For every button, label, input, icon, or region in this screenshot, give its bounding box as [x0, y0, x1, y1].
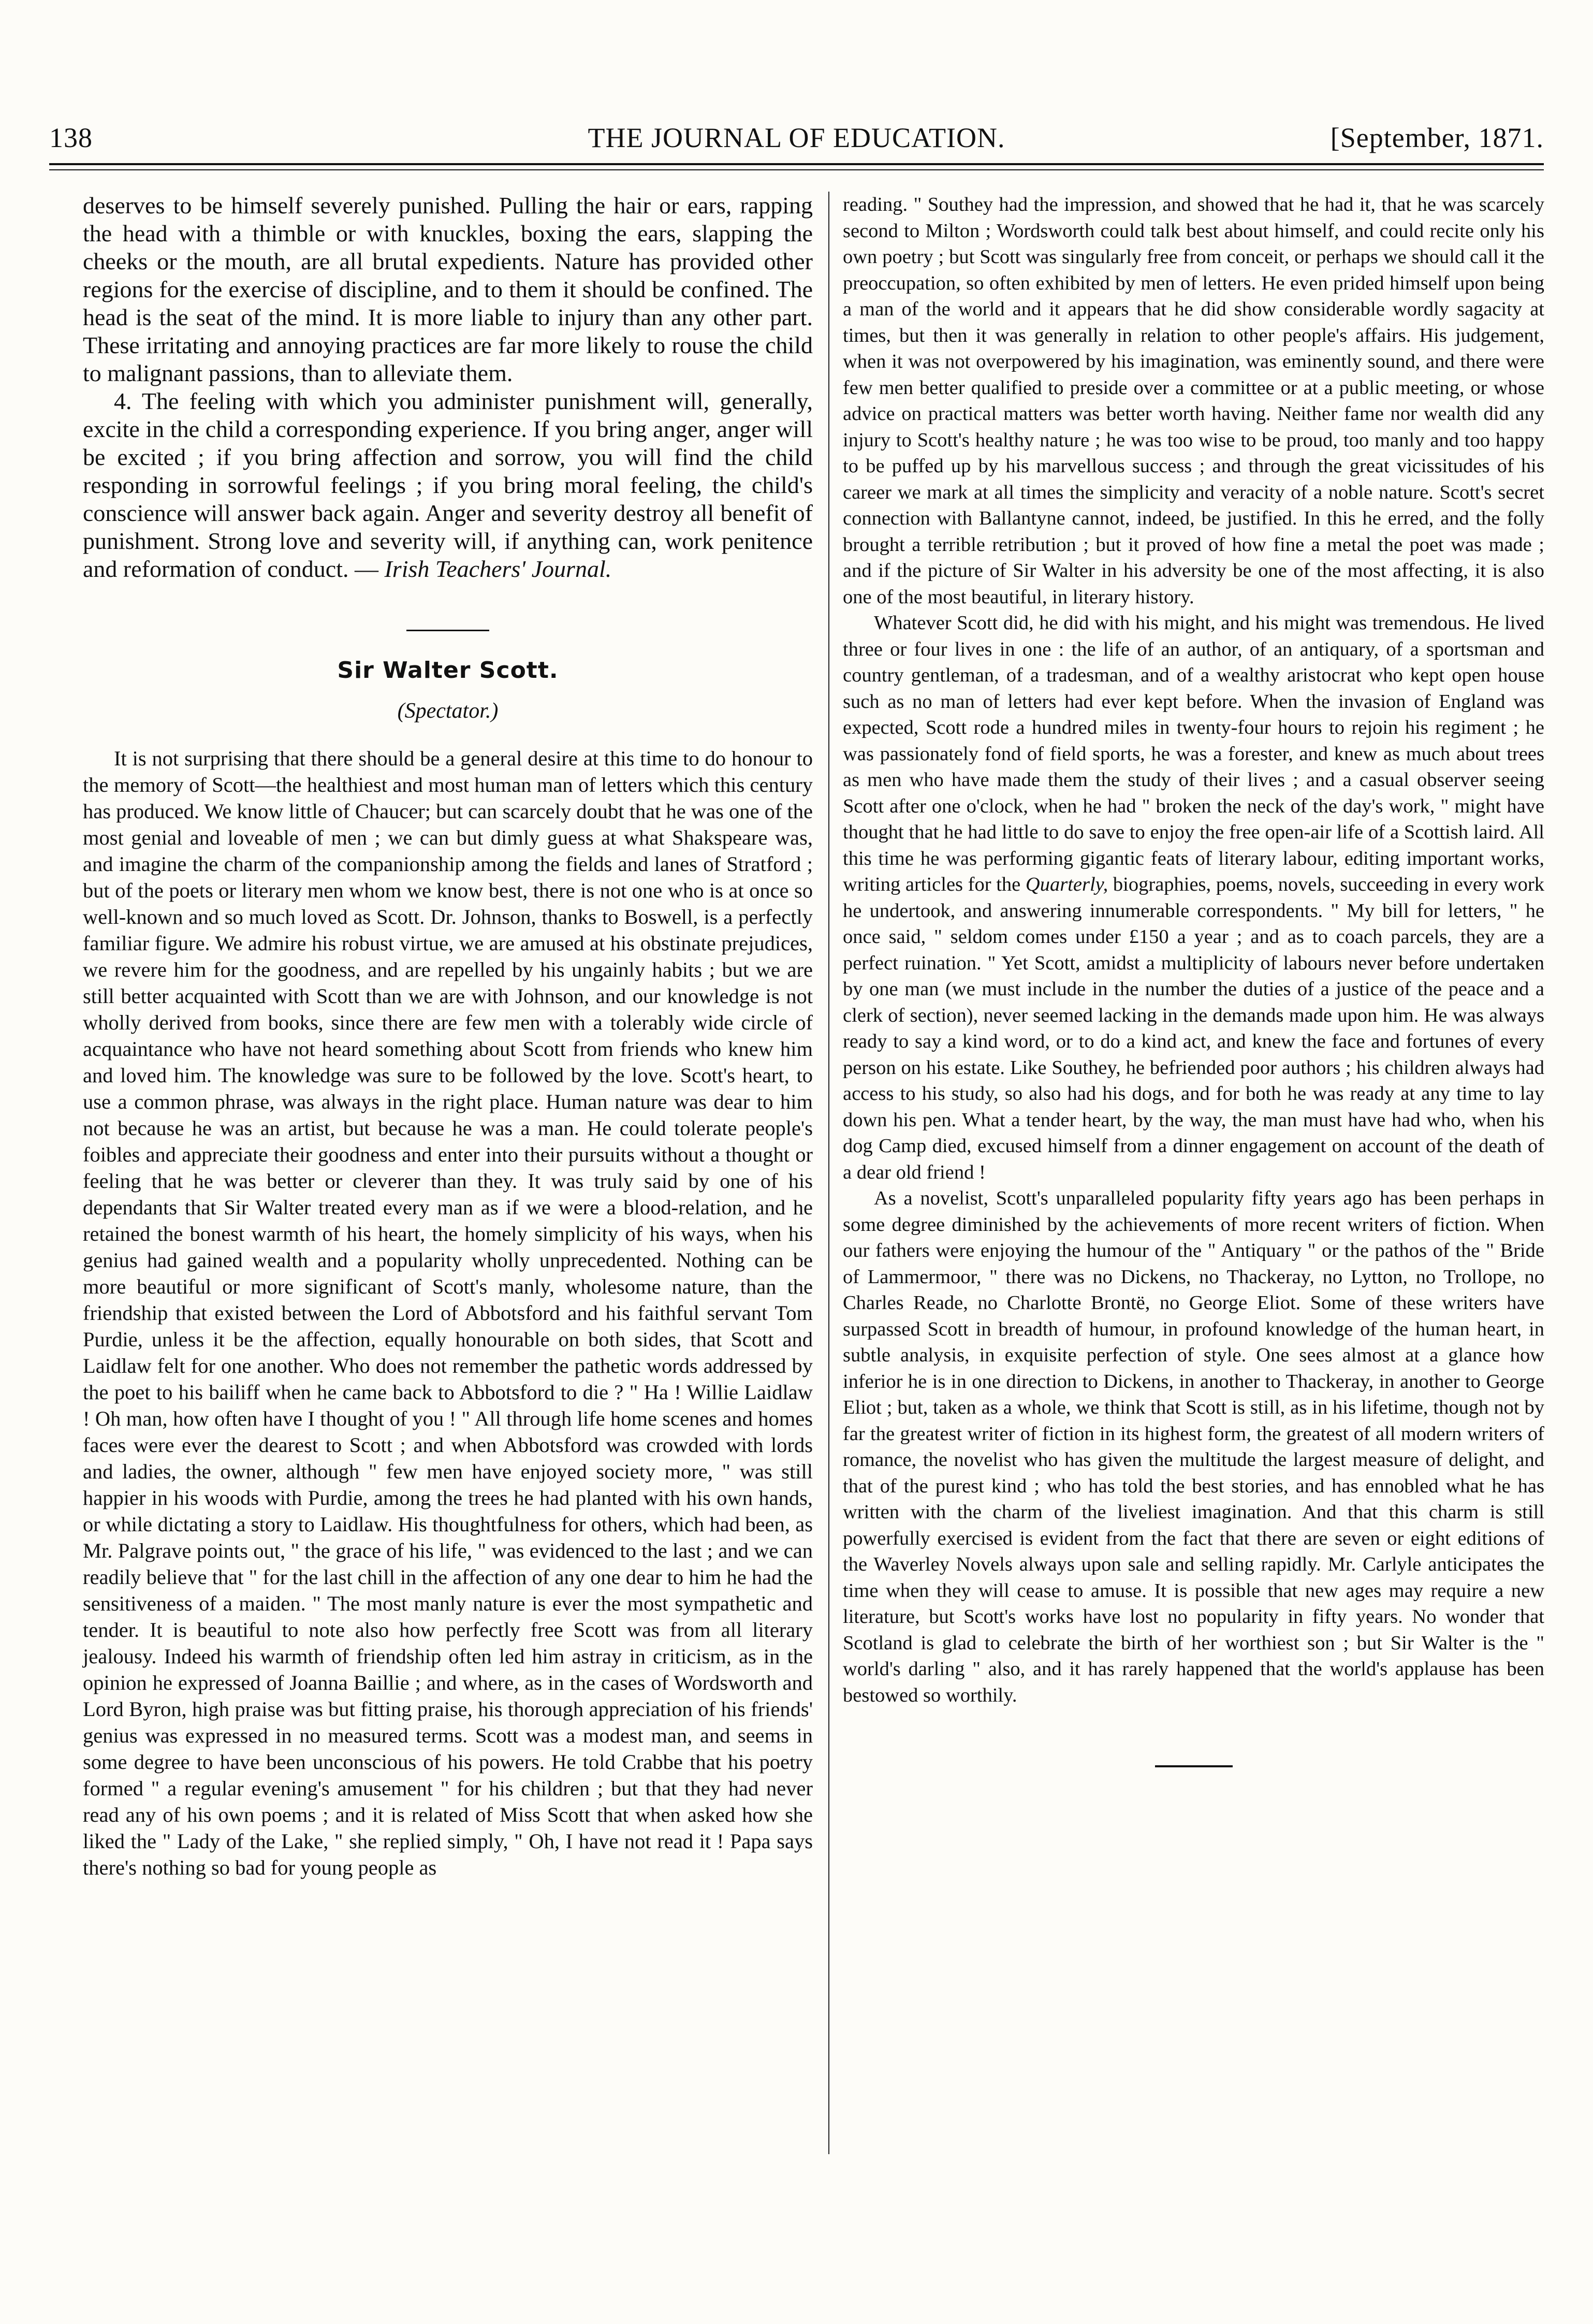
quarterly-title: Quarterly, [1025, 874, 1108, 895]
scott-paragraph-1: It is not surprising that there should be a general desire at this time to do honour to the memory of Scott—the healthiest and most human man of letters which this century has produced. We know little of Chaucer; but can scarcely doubt that he was one of the most genial and loveable of men ; we can but dimly guess at what Shakspeare was, and imagine the charm of the companionship among the fields and lanes of Stratford ; but of the poets or literary men whom we know best, there is not one who is at once so well-known and so much loved as Scott. Dr. Johnson, thanks to Boswell, is a perfectly familiar figure. We admire his robust virtue, we are amused at his obstinate prejudices, we revere him for the goodness, and are repelled by his ungainly habits ; but we are still better acquainted with Scott than we are with Johnson, and our knowledge is not wholly derived from books, since there are few men with a tolerably wide circle of acquaintance who have not heard something about Scott from friends who knew him and loved him. The knowledge was sure to be followed by the love. Scott's heart, to use a common phrase, was always in the right place. Human nature was dear to him not because he was an artist, but because he was a man. He could tolerate people's foibles and appreciate their goodness and enter into their pursuits without a thought or feeling that he was better or cleverer than they. It was truly said by one of his dependants that Sir Walter treated every man as if we were a blood-relation, and he retained the bonest warmth of his heart, the homely simplicity of his ways, when his genius had gained wealth and a popularity wholly unprecedented. Nothing can be more beautiful or more significant of Scott's manly, wholesome nature, than the friendship that existed between the Lord of Abbotsford and his faithful servant Tom Purdie, unless it be the affection, equally honourable on both sides, that Scott and Laidlaw felt for one another. Who does not remember the pathetic words addressed by the poet to his bailiff when he came back to Abbotsford to die ? " Ha ! Willie Laidlaw ! Oh man, how often have I thought of you ! " All through life home scenes and homes faces were ever the dearest to Scott ; and when Abbotsford was crowded with lords and ladies, the owner, although " few men have enjoyed society more, " was still happier in his woods with Purdie, among the trees he had planted with his own hands, or while dictating a story to Laidlaw. His thoughtfulness for others, which had been, as Mr. Palgrave points out, " the grace of his life, " was evidenced to the last ; and we can readily believe that " for the last chill in the affection of any one dear to him he had the sensitiveness of a maiden. " The most manly nature is ever the most sympathetic and tender. It is beautiful to note also how perfectly free Scott was from all literary jealousy. Indeed his warmth of friendship often led him astray in criticism, as in the opinion he expressed of Joanna Baillie ; and where, as in the cases of Wordsworth and Lord Byron, high praise was but fitting praise, his thorough appreciation of his friends' genius was expressed in no measured terms. Scott was a modest man, and seems in some degree to have been unconscious of his powers. He told Crabbe that his poetry formed " a regular evening's amusement " for his children ; but that they had never read any of his own poems ; and it is related of Miss Scott that when asked how she liked the " Lady of the Lake, " she replied simply, " Oh, I have not read it ! Papa says there's nothing so bad for young people as [83, 747, 813, 1879]
header-rule-thin [49, 169, 1544, 170]
left-column [83, 192, 813, 1881]
scott-paragraph-1-continued: reading. " Southey had the impression, and showed that he had it, that he was scarcely second to Milton ; Wordsworth could talk best about himself, and could recite only his own poetry ; but Scott was singularly free from conceit, or perhaps we should call it the preoccupation, so often exhibited by men of letters. He even prided himself upon being a man of the world and it appears that he did show considerable wordly sagacity at times, but then it was generally in relation to other people's affairs. His judgement, when it was not overpowered by his imagination, was eminently sound, and there were few men better qualified to preside over a committee or at a public meeting, or whose advice on practical matters was better worth having. Neither fame nor wealth did any injury to Scott's healthy nature ; he was too wise to be proud, too manly and too happy to be puffed up by his marvellous success ; and through the great vicissitudes of his career we mark at all times the simplicity and veracity of a noble nature. Scott's secret connection with Ballantyne cannot, indeed, be justified. In this he erred, and the folly brought a terrible retribution ; but it proved of how fine a metal the poet was made ; and if the picture of Sir Walter in his adversity be one of the most affecting, it is also one of the most beautiful, in literary history. [843, 194, 1544, 608]
article-title: Sir Walter Scott. [337, 657, 559, 684]
header-rule-thick [49, 163, 1544, 165]
punishment-paragraph-end: deserves to be himself severely punished. Pulling the hair or ears, rapping the head with a thimble or with knuckles, boxing the ears, slapping the cheeks or the mouth, are all brutal expedients. Nature has provided other regions for the exercise of discipline, and to them it should be confined. The head is the seat of the mind. It is more liable to injury than any other part. These irritating and annoying practices are far more likely to rouse the child to malignant passions, than to alleviate them. [83, 192, 813, 386]
point-4-source: Irish Teachers' Journal. [384, 556, 612, 582]
page-number: 138 [49, 122, 93, 153]
article-source: (Spectator.) [397, 699, 499, 723]
scott-paragraph-3: As a novelist, Scott's unparalleled popularity fifty years ago has been perhaps in some degree diminished by the achievements of more recent writers of fiction. When our fathers were enjoying the humour of the " Antiquary " or the pathos of the " Bride of Lammermoor, " there was no Dickens, no Thackeray, no Lytton, no Trollope, no Charles Reade, no Charlotte Brontë, no George Eliot. Some of these writers have surpassed Scott in breadth of humour, in profound knowledge of the human heart, in subtle analysis, in exquisite perfection of style. One sees almost at a glance how inferior he is in one direction to Dickens, in another to Thackeray, in another to George Eliot ; but, taken as a whole, we think that Scott is still, as in his lifetime, though not by far the greatest writer of fiction in its highest form, the greatest of all modern writers of romance, the novelist who has given the multitude the largest measure of delight, and that of the purest kind ; who has told the best stories, and has ennobled what he has written with the charm of the liveliest imagination. And that this charm is still powerfully exercised is evident from the fact that there are seven or eight editions of the Waverley Novels always upon sale and selling rapidly. Mr. Carlyle anticipates the time when they will cease to amuse. It is possible that new ages may require a new literature, but Scott's works have lost no popularity in fifty years. No wonder that Scotland is glad to celebrate the birth of her worthiest son ; but Sir Walter is the " world's darling " also, and it has rarely happened that the world's applause has been bestowed so worthily. [843, 1187, 1544, 1706]
issue-date: [September, 1871. [1330, 122, 1544, 153]
article-separator [406, 630, 489, 631]
scott-p2-part-a: Whatever Scott did, he did with his might, and his might was tremendous. He lived three or four lives in one : the life of an author, of an antiquary, of a sportsman and country gentleman, of a tradesman, and of a wealthy aristocrat who kept open house such as no man of letters had ever kept before. When the invasion of England was expected, Scott rode a hundred miles in twenty-four hours to rejoin his regiment ; he was passionately fond of field sports, he was a forester, and knew as much about trees as men who have made them the study of their lives ; and a casual observer seeing Scott after one o'clock, when he had " broken the neck of the day's work, " might have thought that he had little to do save to enjoy the free open-air life of a Scottish laird. All this time he was performing gigantic feats of literary labour, editing important works, writing articles for the [843, 612, 1544, 895]
scott-paragraph-2 [843, 610, 1544, 1185]
punishment-point-4 [83, 387, 813, 583]
column-divider [828, 192, 829, 2154]
journal-title: THE JOURNAL OF EDUCATION. [588, 122, 1005, 153]
point-4-text: 4. The feeling with which you administer punishment will, generally, excite in the child a corresponding experience. If you bring anger, anger will be excited ; if you bring affection and sorrow, you will find the child responding in sorrowful feelings ; if you bring moral feeling, the child's conscience will answer back again. Anger and severity destroy all benefit of punishment. Strong love and severity will, if anything can, work penitence and reformation of conduct. — [83, 388, 813, 582]
scott-p2-part-b: biographies, poems, novels, succeeding in every work he undertook, and answering innumerable correspondents. " My bill for letters, " he once said, " seldom comes under £150 a year ; and as to coach parcels, they are a perfect ruination. " Yet Scott, amidst a multiplicity of labours never before undertaken by one man (we must include in the number the duties of a justice of the peace and a clerk of section), never seemed lacking in the demands made upon him. He was always ready to say a kind word, or to do a kind act, and knew the face and fortunes of every person on his estate. Like Southey, he befriended poor authors ; his children always had access to his study, so also had his dogs, and for both he was ready at any time to lay down his pen. What a tender heart, by the way, the man must have had who, when his dog Camp died, excused himself from a dinner engagement on account of the death of a dear old friend ! [843, 874, 1544, 1183]
page-header [49, 111, 1544, 158]
right-column [843, 192, 1544, 1767]
article-end-rule [1155, 1765, 1233, 1767]
